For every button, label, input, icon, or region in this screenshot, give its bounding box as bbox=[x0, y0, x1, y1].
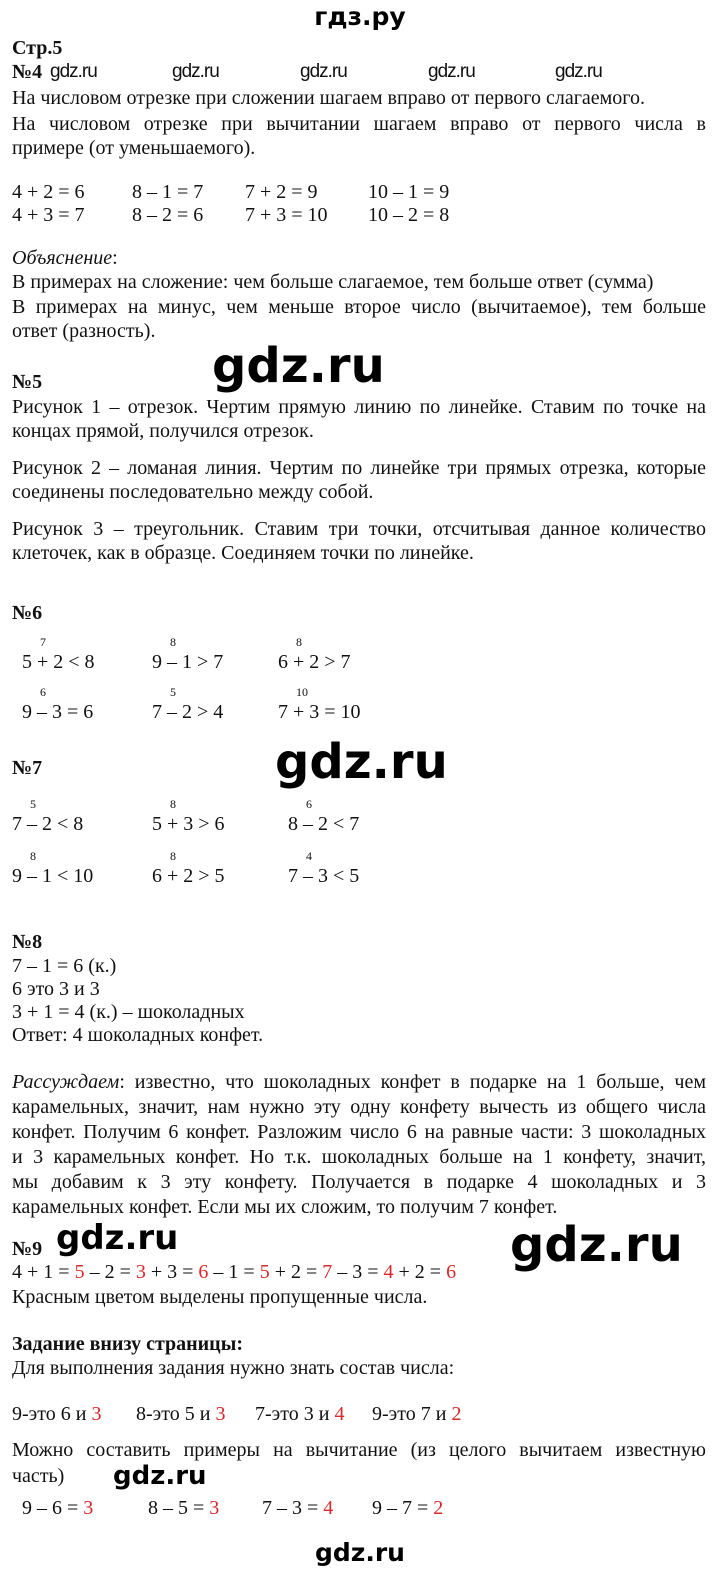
watermark: gdz.ru bbox=[555, 61, 602, 82]
inequality: 5 + 3 > 6 bbox=[152, 813, 225, 835]
reasoning-line: мы добавим к 3 эту конфету. Получается в подарке 4 шоколадных и 3 bbox=[12, 1171, 706, 1193]
chain-part: + 2 = bbox=[393, 1261, 447, 1283]
inequality: 7 – 2 > 4 bbox=[152, 701, 224, 723]
reasoning-text: : известно, что шоколадных конфет в подарке на 1 больше, чем bbox=[119, 1071, 706, 1093]
example bbox=[372, 1402, 461, 1426]
equation: 4 + 3 = 7 bbox=[12, 204, 85, 226]
example-text: 8-это 5 и bbox=[136, 1403, 216, 1425]
missing-number: 3 bbox=[91, 1403, 102, 1425]
answer-line: Ответ: 4 шоколадных конфет. bbox=[12, 1024, 264, 1046]
example bbox=[148, 1496, 219, 1520]
missing-number: 2 bbox=[451, 1403, 462, 1425]
missing-number: 5 bbox=[259, 1261, 270, 1283]
missing-number: 4 bbox=[383, 1261, 394, 1283]
reasoning-line: карамельных, значит, нам нужно эту одну конфету вычесть из общего числа bbox=[12, 1096, 706, 1118]
watermark: gdz.ru bbox=[212, 338, 385, 394]
inequality: 7 – 2 < 8 bbox=[12, 813, 84, 835]
inequality: 7 – 3 < 5 bbox=[288, 865, 360, 887]
example bbox=[136, 1402, 225, 1426]
chain-part: – 2 = bbox=[84, 1261, 136, 1283]
watermark: gdz.ru bbox=[50, 61, 97, 82]
paragraph: ответ (разность). bbox=[12, 320, 156, 342]
example bbox=[262, 1496, 333, 1520]
equation: 8 – 2 = 6 bbox=[132, 204, 204, 226]
example bbox=[372, 1496, 443, 1520]
explanation-heading bbox=[12, 246, 118, 270]
reasoning-line: карамельных конфет. Если мы их сложим, то получим 7 конфет. bbox=[12, 1196, 558, 1218]
missing-number: 3 bbox=[215, 1403, 226, 1425]
missing-number: 4 bbox=[323, 1497, 334, 1519]
task-4-number: №4 bbox=[12, 61, 43, 83]
example-text: 7 – 3 = bbox=[262, 1497, 324, 1519]
equation: 8 – 1 = 7 bbox=[132, 181, 204, 203]
example bbox=[255, 1402, 344, 1426]
answer-superscript: 6 bbox=[306, 797, 312, 811]
equation: 7 + 2 = 9 bbox=[245, 181, 318, 203]
answer-superscript: 8 bbox=[170, 797, 176, 811]
paragraph: В примерах на сложение: чем больше слагаемое, тем больше ответ (сумма) bbox=[12, 271, 654, 293]
paragraph: Рисунок 3 – треугольник. Ставим три точки, отсчитывая данное количество bbox=[12, 518, 706, 540]
missing-number: 5 bbox=[74, 1261, 85, 1283]
paragraph: примере (от уменьшаемого). bbox=[12, 137, 256, 159]
footer-watermark: gdz.ru bbox=[315, 1538, 405, 1567]
paragraph: концах прямой, получился отрезок. bbox=[12, 420, 314, 442]
example bbox=[22, 1496, 93, 1520]
inequality: 9 – 3 = 6 bbox=[22, 701, 94, 723]
paragraph: соединены последовательно между собой. bbox=[12, 481, 374, 503]
bottom-task-title: Задание внизу страницы: bbox=[12, 1333, 243, 1355]
solution-line: 3 + 1 = 4 (к.) – шоколадных bbox=[12, 1001, 245, 1023]
task-5-number: №5 bbox=[12, 371, 43, 393]
reasoning-line: и 3 карамельных конфет. Но т.к. шоколадных больше на 1 конфету, значит, bbox=[12, 1146, 706, 1168]
paragraph: В примерах на минус, чем меньше второе число (вычитаемое), тем больше bbox=[12, 296, 706, 318]
task-9-chain bbox=[12, 1260, 456, 1284]
task-7-number: №7 bbox=[12, 757, 43, 779]
example-text: 9-это 6 и bbox=[12, 1403, 92, 1425]
reasoning-line: конфет. Получим 6 конфет. Разложим число 6 на равные части: 3 шоколадных bbox=[12, 1121, 706, 1143]
paragraph: На числовом отрезке при вычитании шагаем вправо от первого числа в bbox=[12, 113, 706, 135]
watermark: gdz.ru bbox=[510, 1217, 683, 1273]
watermark: gdz.ru bbox=[172, 61, 219, 82]
inequality: 8 – 2 < 7 bbox=[288, 813, 360, 835]
paragraph: На числовом отрезке при сложении шагаем вправо от первого слагаемого. bbox=[12, 87, 646, 109]
example-text: 7-это 3 и bbox=[255, 1403, 335, 1425]
inequality: 7 + 3 = 10 bbox=[278, 701, 361, 723]
paragraph: Рисунок 1 – отрезок. Чертим прямую линию по линейке. Ставим по точке на bbox=[12, 396, 706, 418]
watermark: gdz.ru bbox=[113, 1461, 207, 1491]
colon: : bbox=[112, 247, 118, 269]
missing-number: 4 bbox=[334, 1403, 345, 1425]
equation: 10 – 2 = 8 bbox=[368, 204, 450, 226]
chain-part: – 1 = bbox=[208, 1261, 260, 1283]
equation: 4 + 2 = 6 bbox=[12, 181, 85, 203]
site-header[interactable]: гдз.ру bbox=[314, 2, 406, 31]
watermark: gdz.ru bbox=[428, 61, 475, 82]
example-text: 9-это 7 и bbox=[372, 1403, 452, 1425]
example bbox=[12, 1402, 101, 1426]
answer-superscript: 5 bbox=[30, 797, 36, 811]
answer-superscript: 7 bbox=[40, 635, 46, 649]
answer-superscript: 8 bbox=[170, 849, 176, 863]
reasoning-line bbox=[12, 1070, 706, 1094]
task-8-number: №8 bbox=[12, 931, 43, 953]
paragraph: часть) bbox=[12, 1465, 65, 1487]
solution-line: 6 это 3 и 3 bbox=[12, 978, 100, 1000]
missing-number: 2 bbox=[433, 1497, 444, 1519]
missing-number: 7 bbox=[322, 1261, 333, 1283]
equation: 10 – 1 = 9 bbox=[368, 181, 450, 203]
answer-superscript: 8 bbox=[296, 635, 302, 649]
explanation-label: Объяснение bbox=[12, 247, 113, 269]
reasoning-label: Рассуждаем bbox=[12, 1071, 120, 1093]
page-label: Стр.5 bbox=[12, 37, 63, 59]
inequality: 9 – 1 > 7 bbox=[152, 651, 224, 673]
missing-number: 6 bbox=[198, 1261, 209, 1283]
missing-number: 6 bbox=[446, 1261, 457, 1283]
inequality: 9 – 1 < 10 bbox=[12, 865, 94, 887]
chain-part: 4 + 1 = bbox=[12, 1261, 75, 1283]
inequality: 5 + 2 < 8 bbox=[22, 651, 95, 673]
missing-number: 3 bbox=[83, 1497, 94, 1519]
chain-part: – 3 = bbox=[332, 1261, 384, 1283]
chain-part: + 2 = bbox=[269, 1261, 323, 1283]
watermark: gdz.ru bbox=[275, 734, 448, 790]
paragraph: Можно составить примеры на вычитание (из целого вычитаем известную bbox=[12, 1439, 706, 1461]
missing-number: 3 bbox=[135, 1261, 146, 1283]
chain-part: + 3 = bbox=[145, 1261, 199, 1283]
solution-line: 7 – 1 = 6 (к.) bbox=[12, 955, 117, 977]
missing-number: 3 bbox=[209, 1497, 220, 1519]
paragraph: клеточек, как в образце. Соединяем точки по линейке. bbox=[12, 542, 474, 564]
paragraph: Для выполнения задания нужно знать состав числа: bbox=[12, 1357, 455, 1379]
inequality: 6 + 2 > 5 bbox=[152, 865, 225, 887]
answer-superscript: 10 bbox=[296, 685, 308, 699]
answer-superscript: 8 bbox=[30, 849, 36, 863]
equation: 7 + 3 = 10 bbox=[245, 204, 328, 226]
note: Красным цветом выделены пропущенные числа. bbox=[12, 1286, 428, 1308]
answer-superscript: 8 bbox=[170, 635, 176, 649]
answer-superscript: 4 bbox=[306, 849, 312, 863]
example-text: 8 – 5 = bbox=[148, 1497, 210, 1519]
answer-superscript: 6 bbox=[40, 685, 46, 699]
watermark: gdz.ru bbox=[56, 1218, 179, 1258]
example-text: 9 – 7 = bbox=[372, 1497, 434, 1519]
watermark: gdz.ru bbox=[300, 61, 347, 82]
task-9-number: №9 bbox=[12, 1238, 43, 1260]
example-text: 9 – 6 = bbox=[22, 1497, 84, 1519]
paragraph: Рисунок 2 – ломаная линия. Чертим по линейке три прямых отрезка, которые bbox=[12, 457, 706, 479]
answer-superscript: 5 bbox=[170, 685, 176, 699]
task-6-number: №6 bbox=[12, 602, 43, 624]
inequality: 6 + 2 > 7 bbox=[278, 651, 351, 673]
